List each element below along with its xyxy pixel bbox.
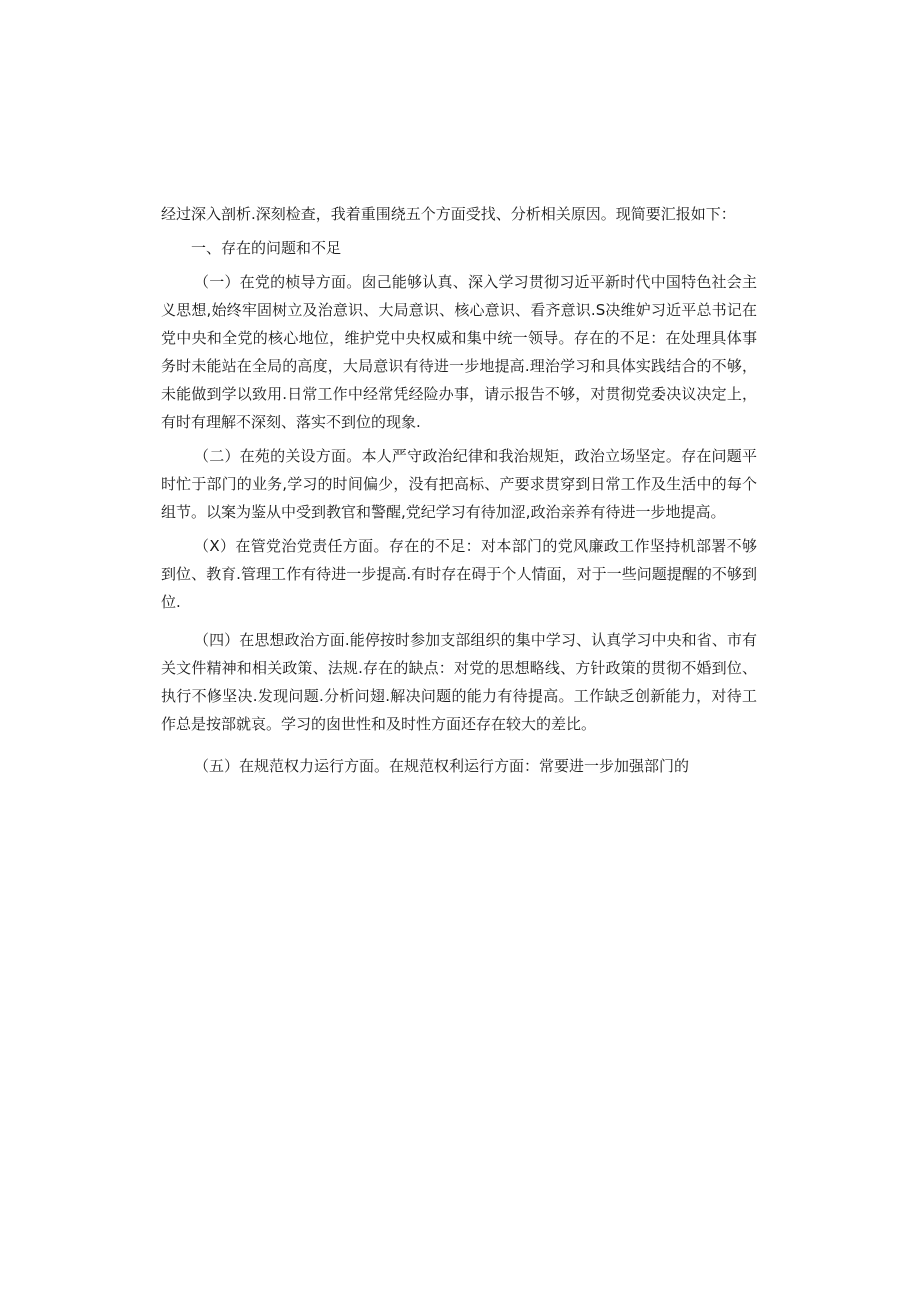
paragraph-leadership: （一）在党的桢导方面。囱己能够认真、深入学习贯彻习近平新时代中国特色社会主义思想,始终牢固树立及治意识、大局意识、核心意识、看齐意识.S决维妒习近平总书记在党中央和全党的核心地位，维护党中央权威和集中统一领导。存在的不足：在处理具体事务时未能站在全局的高度，大局意识有待进一步地提高.理治学习和具体实践结合的不够，未能做到学以致用.日常工作中经常凭经险办事，请示报告不够，对贯彻党委决议决定上，有时有理解不深刻、落实不到位的现象.: [161, 273, 757, 431]
intro-paragraph: 经过深入剖析.深刻检查，我着重围绕五个方面受找、分析相关原因。现简要汇报如下：: [161, 205, 736, 223]
paragraph-ideology: （四）在思想政治方面.能停按时参加支部组织的集中学习、认真学习中央和省、市有关文件精神和相关政策、法规.存在的缺点：对党的思想略线、方针政策的贯彻不婚到位、执行不修坚决.发现问题.分析问翅.解决问题的能力有待提高。工作缺乏创新能力，对待工作总是按部就哀。学习的囱世性和及时性方面还存在较大的差比。: [161, 631, 757, 733]
paragraph-party-building: （二）在苑的关设方面。本人严守政治纪律和我治规矩，政治立场坚定。存在问题平时忙于部门的业务,学习的时间偏少，没有把高标、产要求贯穿到日常工作及生活中的每个组节。以案为鉴从中受到教官和警醒,党纪学习有待加涩,政治亲养有待进一步地提高。: [161, 447, 757, 521]
paragraph-power-regulation: （五）在规范权力运行方面。在规范权利运行方面：常要进一步加强部门的: [194, 757, 690, 775]
paragraph-party-governance: （X）在管党治党责任方面。存在的不足：对本部门的党风廉政工作坚持机部署不够到位、教育.管理工作有待进一步提高.有时存在碍于个人情面，对于一些问题提醒的不够到位.: [161, 537, 757, 611]
section-heading: 一、存在的问题和不足: [191, 239, 342, 257]
document-body: [161, 200, 757, 780]
